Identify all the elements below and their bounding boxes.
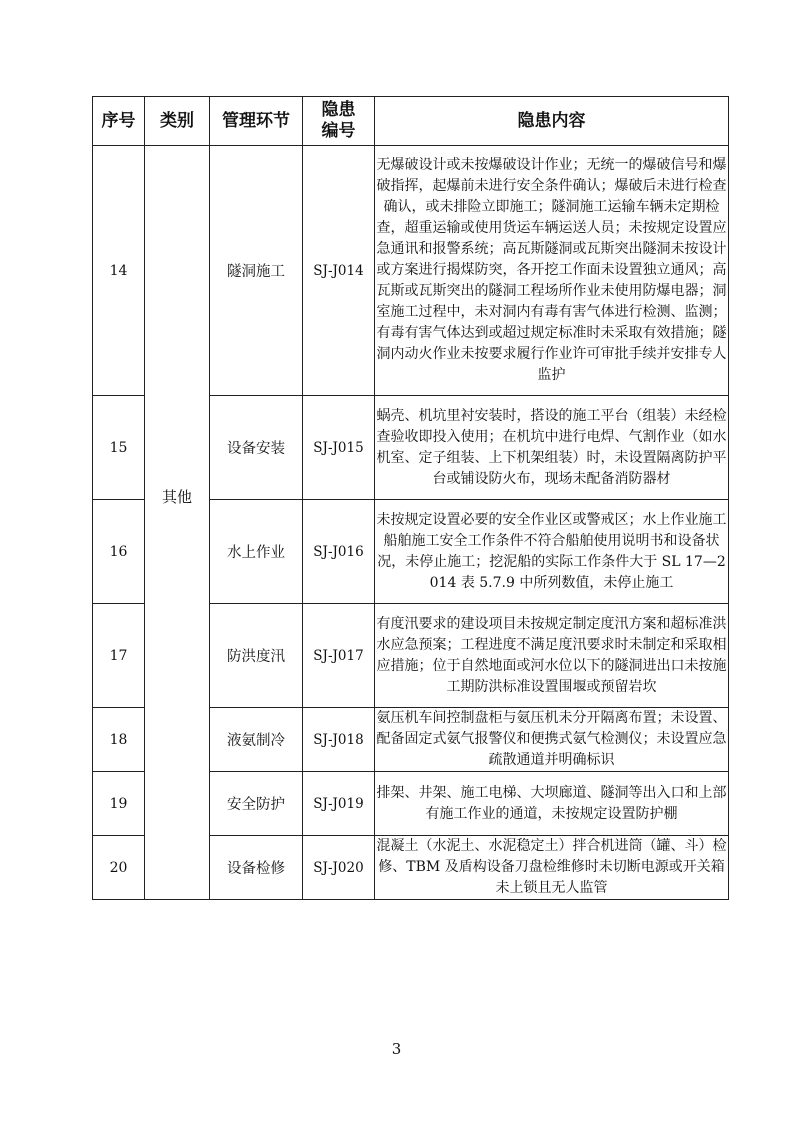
row-content: 有度汛要求的建设项目未按规定制定度汛方案和超标准洪水应急预案；工程进度不满足度汛要求时未制定和采取相应措施；位于自然地面或河水位以下的隧洞进出口未按施工期防洪标准设置围堰或预留岩坎 [375, 604, 729, 708]
row-content: 无爆破设计或未按爆破设计作业；无统一的爆破信号和爆破指挥，起爆前未进行安全条件确认；爆破后未进行检查确认，或未排险立即施工；隧洞施工运输车辆未定期检查，超重运输或使用货运车辆运送人员；未按规定设置应急通讯和报警系统；高瓦斯隧洞或瓦斯突出隧洞未按设计或方案进行揭煤防突，各开挖工作面未设置独立通风；高瓦斯或瓦斯突出的隧洞工程场所作业未使用防爆电器；洞室施工过程中，未对洞内有毒有害气体进行检测、监测；有毒有害气体达到或超过规定标准时未采取有效措施；隧洞内动火作业未按要求履行作业许可审批手续并安排专人监护 [375, 146, 729, 396]
row-content: 蜗壳、机坑里衬安装时，搭设的施工平台（组装）未经检查验收即投入使用；在机坑中进行电焊、气割作业（如水机室、定子组装、上下机架组装）时，未设置隔离防护平台或铺设防火布，现场未配备消防器材 [375, 396, 729, 500]
row-index: 18 [93, 708, 145, 772]
row-code: SJ-J020 [303, 836, 375, 900]
header-code: 隐患编号 [303, 97, 375, 146]
header-content: 隐患内容 [375, 97, 729, 146]
row-index: 20 [93, 836, 145, 900]
row-step: 隧洞施工 [210, 146, 303, 396]
row-content: 排架、井架、施工电梯、大坝廊道、隧洞等出入口和上部有施工作业的通道，未按规定设置防护棚 [375, 772, 729, 836]
row-step: 安全防护 [210, 772, 303, 836]
header-category: 类别 [145, 97, 210, 146]
row-content: 氨压机车间控制盘柜与氨压机未分开隔离布置；未设置、配备固定式氨气报警仪和便携式氨气检测仪；未设置应急疏散通道并明确标识 [375, 708, 729, 772]
row-step: 防洪度汛 [210, 604, 303, 708]
hazard-table [92, 96, 729, 900]
row-content: 混凝土（水泥土、水泥稳定土）拌合机进筒（罐、斗）检修、TBM 及盾构设备刀盘检维修时未切断电源或开关箱未上锁且无人监管 [375, 836, 729, 900]
row-step: 设备安装 [210, 396, 303, 500]
table-header-row [93, 97, 729, 146]
row-code: SJ-J016 [303, 500, 375, 604]
row-code: SJ-J014 [303, 146, 375, 396]
page-number: 3 [391, 1040, 402, 1058]
row-step: 液氨制冷 [210, 708, 303, 772]
row-content: 未按规定设置必要的安全作业区或警戒区；水上作业施工船舶施工安全工作条件不符合船舶使用说明书和设备状况，未停止施工；挖泥船的实际工作条件大于 SL 17—2014 表 5.7.9 中所列数值，未停止施工 [375, 500, 729, 604]
table-row [93, 146, 729, 396]
row-index: 17 [93, 604, 145, 708]
header-index: 序号 [93, 97, 145, 146]
row-index: 19 [93, 772, 145, 836]
category-cell [145, 146, 210, 900]
row-code: SJ-J019 [303, 772, 375, 836]
row-step: 水上作业 [210, 500, 303, 604]
row-index: 16 [93, 500, 145, 604]
row-step: 设备检修 [210, 836, 303, 900]
row-index: 14 [93, 146, 145, 396]
row-code: SJ-J018 [303, 708, 375, 772]
row-code: SJ-J015 [303, 396, 375, 500]
header-step: 管理环节 [210, 97, 303, 146]
category-label: 其他 [161, 488, 192, 506]
row-code: SJ-J017 [303, 604, 375, 708]
row-index: 15 [93, 396, 145, 500]
